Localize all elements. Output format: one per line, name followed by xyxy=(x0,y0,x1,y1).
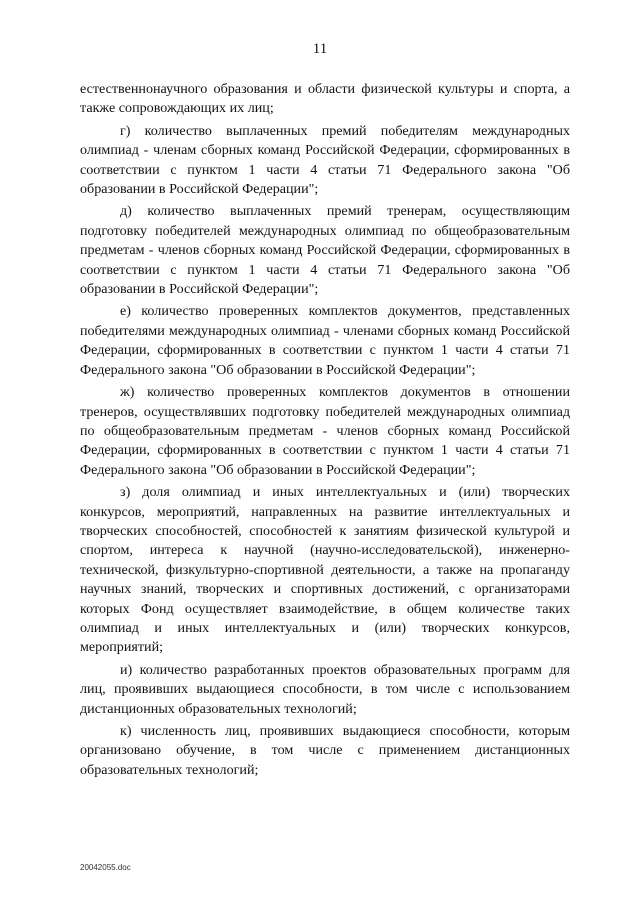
footer-filename: 20042055.doc xyxy=(80,863,131,872)
paragraph-item-zh: ж) количество проверенных комплектов документов в отношении тренеров, осуществлявших подготовку победителей международных олимпиад по общеобразовательным предметам - членов сборных команд Российской Федерации, сформированных в соответствии с пунктом 1 части 4 статьи 71 Федерального закона "Об образовании в Российской Федерации"; xyxy=(80,384,570,478)
paragraph-item-k: к) численность лиц, проявивших выдающиеся способности, которым организовано обучение, в том числе с применением дистанционных образовательных технологий; xyxy=(80,723,570,778)
document-body xyxy=(80,80,570,783)
paragraph-item-d: д) количество выплаченных премий тренерам, осуществляющим подготовку победителей международных олимпиад по общеобразовательным предметам - членов сборных команд Российской Федерации, сформированных в соответствии с пунктом 1 части 4 статьи 71 Федерального закона "Об образовании в Российской Федерации"; xyxy=(80,203,570,298)
paragraph-continuation: естественнонаучного образования и области физической культуры и спорта, а также сопровождающих их лиц; xyxy=(80,81,570,117)
paragraph-item-i: и) количество разработанных проектов образовательных программ для лиц, проявивших выдающиеся способности, в том числе с использованием дистанционных образовательных технологий; xyxy=(80,661,570,717)
paragraph-item-g: г) количество выплаченных премий победителям международных олимпиад - членам сборных команд Российской Федерации, сформированных в соответствии с пунктом 1 части 4 статьи 71 Федерального закона "Об образовании в Российской Федерации"; xyxy=(80,122,570,198)
paragraph-item-e: е) количество проверенных комплектов документов, представленных победителями международных олимпиад - членами сборных команд Российской Федерации, сформированных в соответствии с пунктом 1 части 4 статьи 71 Федерального закона "Об образовании в Российской Федерации"; xyxy=(80,303,570,378)
paragraph-item-z: з) доля олимпиад и иных интеллектуальных и (или) творческих конкурсов, мероприятий, направленных на развитие интеллектуальных и творческих способностей, способностей к занятиям физической культурой и спортом, интереса к научной (научно-исследовательской), инженерно-технической, физкультурно-спортивной деятельности, а также на пропаганду научных знаний, творческих и спортивных достижений, с организаторами которых Фонд осуществляет взаимодействие, в общем количестве таких олимпиад и иных интеллектуальных и (или) творческих конкурсов, мероприятий; xyxy=(80,484,570,656)
page-number: 11 xyxy=(312,41,328,57)
